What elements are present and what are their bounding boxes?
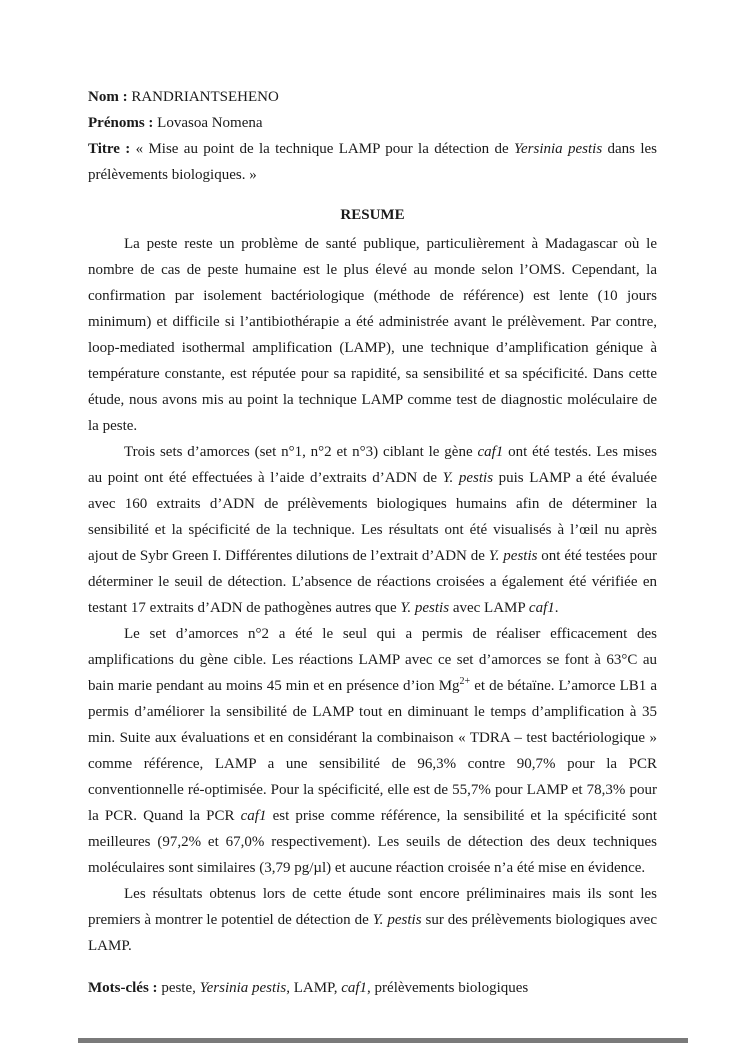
- paragraph-methods: Trois sets d’amorces (set n°1, n°2 et n°3) ciblant le gène caf1 ont été testés. Les mises au point ont été effectuées à l’aide d’extraits d’ADN de Y. pestis puis LAMP a été évaluée avec 160 extraits d’ADN de prélèvements biologiques humains afin de déterminer la sensibilité et la spécificité de la technique. Les résultats ont été visualisés à l’œil nu après ajout de Sybr Green I. Différentes dilutions de l’extrait d’ADN de Y. pestis ont été testées pour déterminer le seuil de détection. L’absence de réactions croisées a également été vérifiée en testant 17 extraits d’ADN de pathogènes autres que Y. pestis avec LAMP caf1.: [88, 444, 657, 616]
- prenoms-line: Prénoms : Lovasoa Nomena: [88, 115, 263, 131]
- abstract-content: [88, 84, 657, 1001]
- paragraph-results: Le set d’amorces n°2 a été le seul qui a permis de réaliser efficacement des amplifications du gène cible. Les réactions LAMP avec ce set d’amorces se font à 63°C au bain marie pendant au moins 45 min et en présence d’ion $Mg^{2+}$ et de bétaïne. L’amorce LB1 a permis d’améliorer la sensibilité de LAMP tout en diminuant le temps d’amplification à 35 min. Suite aux évaluations et en considérant la combinaison « TDRA – test bactériologique » comme référence, LAMP a une sensibilité de 96,3% contre 90,7% pour la PCR conventionnelle ré-optimisée. Pour la spécificité, elle est de 55,7% pour LAMP et 78,3% pour la PCR. Quand la PCR caf1 est prise comme référence, la sensibilité et la spécificité sont meilleures (97,2% et 67,0% respectivement). Les seuils de détection des deux techniques moléculaires sont similaires (3,79 pg/µl) et aucune réaction croisée n’a été mise en évidence.: [88, 626, 657, 876]
- titre-line: Titre : « Mise au point de la technique LAMP pour la détection de Yersinia pestis dans les prélèvements biologiques. »: [88, 141, 657, 183]
- paragraph-conclusion: Les résultats obtenus lors de cette étude sont encore préliminaires mais ils sont les premiers à montrer le potentiel de détection de Y. pestis sur des prélèvements biologiques avec LAMP.: [88, 886, 657, 954]
- page-bottom-scan-artifact: [78, 1038, 688, 1043]
- nom-line: Nom : RANDRIANTSEHENO: [88, 89, 279, 105]
- paragraph-intro: La peste reste un problème de santé publique, particulièrement à Madagascar où le nombre de cas de peste humaine est le plus élevé au monde selon l’OMS. Cependant, la confirmation par isolement bactériologique (méthode de référence) est lente (10 jours minimum) et difficile si l’antibiothérapie a été administrée avant le prélèvement. Par contre, loop-mediated isothermal amplification (LAMP), une technique d’amplification génique à température constante, est réputée pour sa rapidité, sa sensibilité et sa spécificité. Dans cette étude, nous avons mis au point la technique LAMP comme test de diagnostic moléculaire de la peste.: [88, 236, 657, 434]
- keywords-line: Mots-clés : peste, Yersinia pestis, LAMP, caf1, prélèvements biologiques: [88, 980, 529, 996]
- resume-heading: RESUME: [340, 207, 405, 223]
